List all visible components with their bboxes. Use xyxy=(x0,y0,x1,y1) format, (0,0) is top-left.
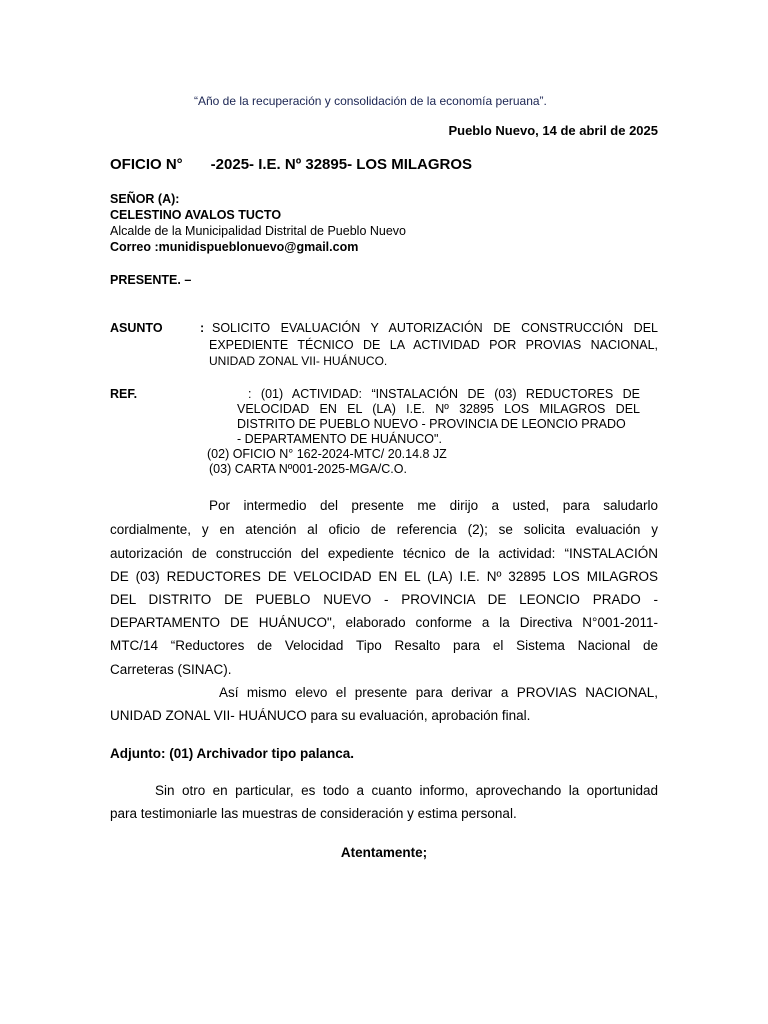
asunto-line: UNIDAD ZONAL VII- HUÁNUCO. xyxy=(209,354,388,368)
ref-line: (03) CARTA Nº001-2025-MGA/C.O. xyxy=(209,462,407,476)
paragraph-line: MTC/14 “Reductores de Velocidad Tipo Resalto para el Sistema Nacional de xyxy=(110,638,658,653)
paragraph-line: cordialmente, y en atención al oficio de referencia (2); se solicita evaluación y xyxy=(110,522,658,537)
asunto-colon: : xyxy=(200,321,205,335)
recipient-salutation: SEÑOR (A): xyxy=(110,192,180,206)
letter-page xyxy=(110,0,658,1024)
year-motto: “Año de la recuperación y consolidación de la economía peruana”. xyxy=(194,94,547,108)
paragraph-line: Por intermedio del presente me dirijo a usted, para saludarlo xyxy=(209,498,658,513)
paragraph-line: Sin otro en particular, es todo a cuanto informo, aprovechando la oportunidad xyxy=(155,783,658,798)
asunto-line: SOLICITO EVALUACIÓN Y AUTORIZACIÓN DE CONSTRUCCIÓN DEL xyxy=(212,321,658,335)
ref-label: REF. xyxy=(110,387,138,401)
place-date: Pueblo Nuevo, 14 de abril de 2025 xyxy=(448,123,658,138)
presente: PRESENTE. – xyxy=(110,273,192,287)
ref-line: - DEPARTAMENTO DE HUÁNUCO". xyxy=(237,432,442,446)
paragraph-line: Carreteras (SINAC). xyxy=(110,662,232,677)
paragraph-line: DEL DISTRITO DE PUEBLO NUEVO - PROVINCIA DE LEONCIO PRADO - xyxy=(110,592,658,607)
paragraph-line: Así mismo elevo el presente para derivar a PROVIAS NACIONAL, xyxy=(219,685,658,700)
oficio-suffix: -2025- I.E. Nº 32895- LOS MILAGROS xyxy=(210,156,473,173)
attachment-note: Adjunto: (01) Archivador tipo palanca. xyxy=(110,746,355,761)
asunto-label: ASUNTO xyxy=(110,321,163,335)
recipient-title: Alcalde de la Municipalidad Distrital de Pueblo Nuevo xyxy=(110,224,407,238)
paragraph-line: DE (03) REDUCTORES DE VELOCIDAD EN EL (LA) I.E. Nº 32895 LOS MILAGROS xyxy=(110,569,658,584)
ref-line: (02) OFICIO N° 162-2024-MTC/ 20.14.8 JZ xyxy=(207,447,447,461)
ref-line: VELOCIDAD EN EL (LA) I.E. Nº 32895 LOS MILAGROS DEL xyxy=(237,402,640,416)
oficio-prefix: OFICIO N° xyxy=(110,156,183,173)
ref-line: : (01) ACTIVIDAD: “INSTALACIÓN DE (03) REDUCTORES DE xyxy=(248,387,640,401)
ref-line: DISTRITO DE PUEBLO NUEVO - PROVINCIA DE LEONCIO PRADO xyxy=(237,417,626,431)
paragraph-line: DEPARTAMENTO DE HUÁNUCO", elaborado conforme a la Directiva N°001-2011- xyxy=(110,615,658,630)
recipient-email: Correo :munidispueblonuevo@gmail.com xyxy=(110,240,359,254)
paragraph-line: para testimoniarle las muestras de consideración y estima personal. xyxy=(110,806,517,821)
closing: Atentamente; xyxy=(340,845,428,860)
asunto-line: EXPEDIENTE TÉCNICO DE LA ACTIVIDAD POR PROVIAS NACIONAL, xyxy=(209,338,658,352)
paragraph-line: UNIDAD ZONAL VII- HUÁNUCO para su evaluación, aprobación final. xyxy=(110,708,531,723)
paragraph-line: autorización de construcción del expediente técnico de la actividad: “INSTALACIÓN xyxy=(110,546,658,561)
recipient-name: CELESTINO AVALOS TUCTO xyxy=(110,208,282,222)
oficio-number xyxy=(110,156,472,173)
